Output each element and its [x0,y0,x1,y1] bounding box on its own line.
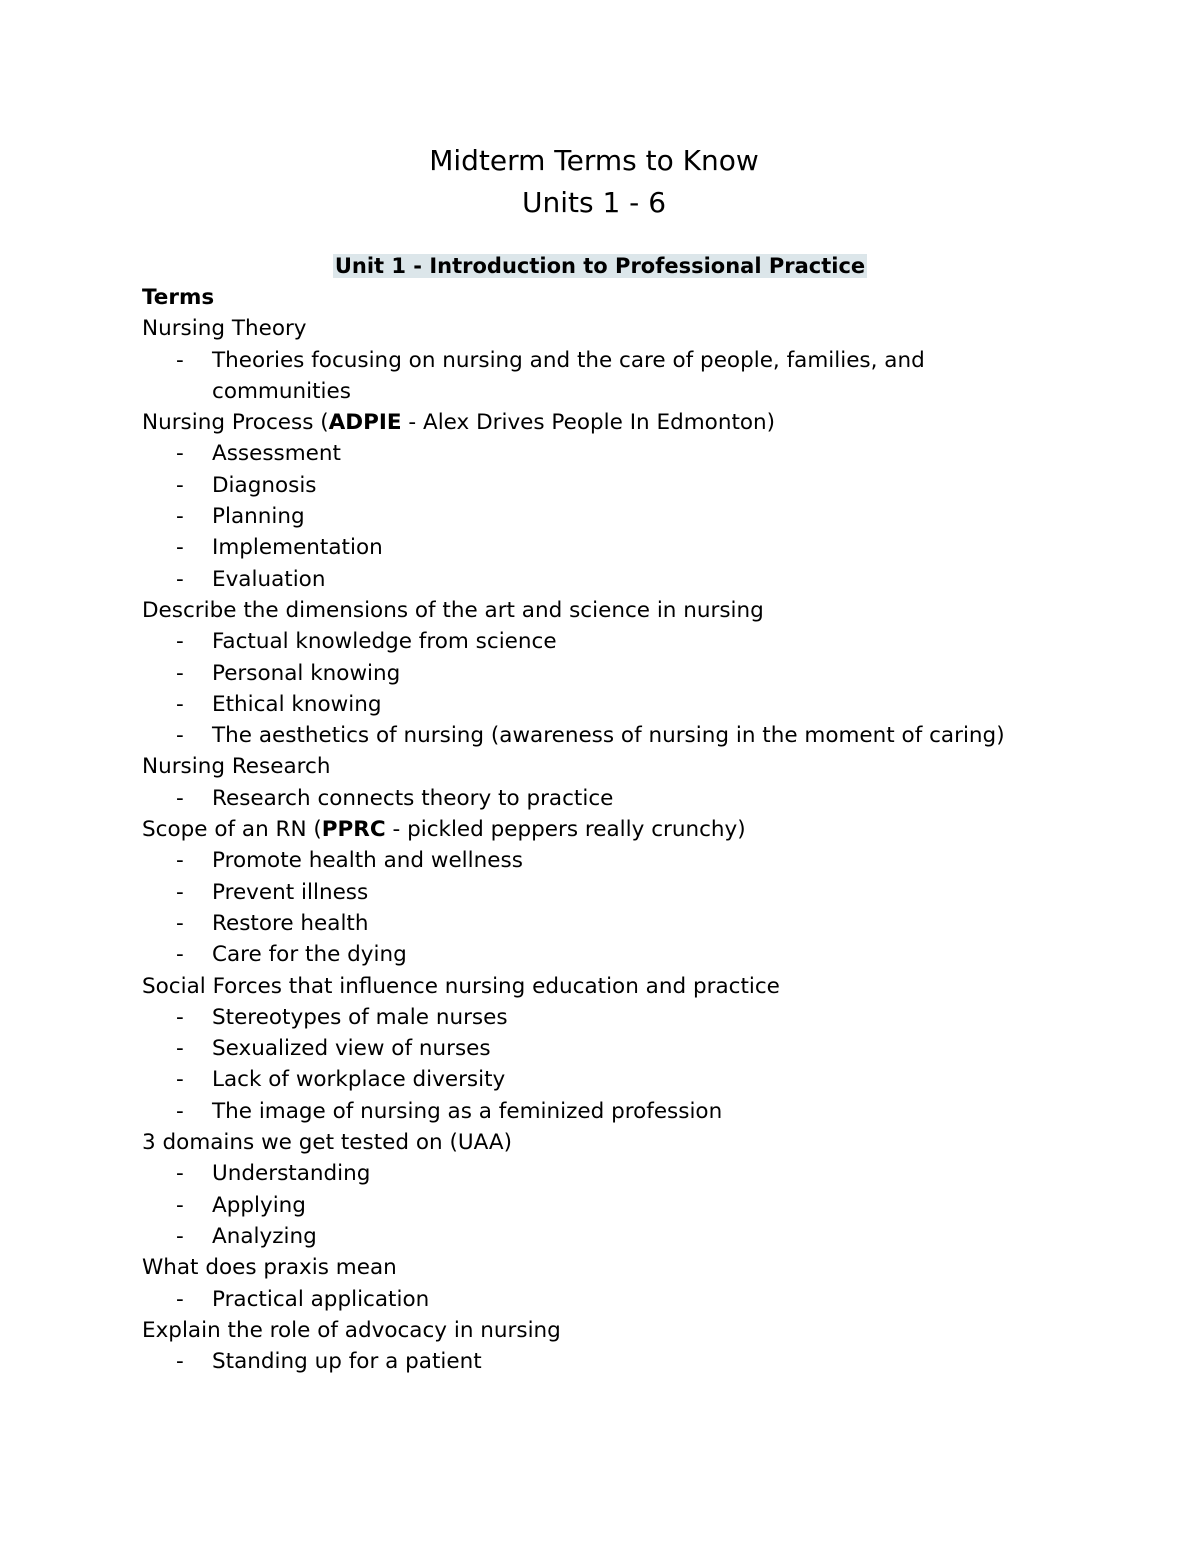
bullet-marker: - [176,691,184,717]
bullet-marker: - [176,1349,184,1375]
bullet-marker: - [176,535,184,561]
bullet-marker: - [176,566,184,592]
list-item [142,438,1022,469]
topic-label: Nursing Research [142,754,331,780]
bullet-marker: - [176,879,184,905]
topic-label-text: Nursing Process ( [142,410,329,436]
list-item-text: Applying [212,1192,306,1218]
list-item-text: Theories focusing on nursing and the care of people, families, and communities [212,347,925,404]
list-item-text: Diagnosis [212,472,317,498]
bullet-marker: - [176,1286,184,1312]
topic-label: Social Forces that influence nursing education and practice [142,973,780,999]
list-item-text: Standing up for a patient [212,1349,482,1375]
list-item-text: Sexualized view of nurses [212,1036,491,1062]
bullet-marker: - [176,785,184,811]
list-item [142,658,1022,689]
topic-label-text: - Alex Drives People In Edmonton) [401,410,776,436]
list-item [142,1033,1022,1064]
list-item-text: Care for the dying [212,942,407,968]
bullet-marker: - [176,848,184,874]
list-item [142,689,1022,720]
list-item [142,1096,1022,1127]
topic-label: Nursing Theory [142,316,307,342]
list-item [142,939,1022,970]
list-item-text: Stereotypes of male nurses [212,1004,508,1030]
bullet-marker: - [176,910,184,936]
list-item-text: Planning [212,504,305,530]
topic-label-text: Scope of an RN ( [142,817,322,843]
list-item [142,501,1022,532]
list-item [142,783,1022,814]
topic-label-text: - pickled peppers really crunchy) [385,817,746,843]
list-item-text: Prevent illness [212,879,369,905]
bullet-marker: - [176,1192,184,1218]
list-item-text: Assessment [212,441,341,467]
list-item [142,1064,1022,1095]
list-item-text: Promote health and wellness [212,848,523,874]
list-item [142,1190,1022,1221]
list-item-text: The aesthetics of nursing (awareness of nursing in the moment of caring) [212,723,1005,749]
acronym: PPRC [321,817,386,843]
list-item-text: Lack of workplace diversity [212,1067,506,1093]
bullet-marker: - [176,660,184,686]
bullet-marker: - [176,504,184,530]
document-title-block [0,140,1188,224]
bullet-marker: - [176,472,184,498]
list-item [142,1284,1022,1315]
bullet-marker: - [176,1161,184,1187]
list-item [142,532,1022,563]
bullet-marker: - [176,723,184,749]
list-item [142,470,1022,501]
topic-label [142,407,1022,438]
terms-label: Terms [142,285,215,310]
bullet-marker: - [176,629,184,655]
list-item-text: Analyzing [212,1223,317,1249]
list-item-text: Research connects theory to practice [212,785,614,811]
topic-label: Describe the dimensions of the art and science in nursing [142,597,764,623]
list-item [142,1221,1022,1252]
topic-label: Explain the role of advocacy in nursing [142,1317,561,1343]
topic-label: 3 domains we get tested on (UAA) [142,1130,512,1156]
document-body [142,282,1022,1377]
bullet-marker: - [176,942,184,968]
acronym: ADPIE [328,410,402,436]
list-item-text: Practical application [212,1286,430,1312]
list-item [142,908,1022,939]
unit-heading-text: Unit 1 - Introduction to Professional Practice [334,254,866,278]
list-item [142,626,1022,657]
list-item [142,1158,1022,1189]
list-item-text: The image of nursing as a feminized profession [212,1098,723,1124]
list-item [142,845,1022,876]
document-subtitle: Units 1 - 6 [521,186,667,219]
bullet-marker: - [176,1036,184,1062]
list-item-text: Personal knowing [212,660,401,686]
bullet-marker: - [176,1223,184,1249]
list-item [142,564,1022,595]
list-item-text: Restore health [212,910,369,936]
bullet-marker: - [176,1098,184,1124]
list-item [142,345,1022,408]
topic-label [142,814,1022,845]
document-title: Midterm Terms to Know [429,144,759,177]
list-item [142,1346,1022,1377]
unit-heading [0,251,1200,282]
list-item-text: Ethical knowing [212,691,382,717]
bullet-marker: - [176,347,184,373]
bullet-marker: - [176,441,184,467]
bullet-marker: - [176,1004,184,1030]
list-item [142,1002,1022,1033]
list-item [142,877,1022,908]
topic-label: What does praxis mean [142,1255,397,1281]
list-item-text: Understanding [212,1161,371,1187]
list-item-text: Factual knowledge from science [212,629,557,655]
bullet-marker: - [176,1067,184,1093]
list-item-text: Implementation [212,535,383,561]
list-item [142,720,1022,751]
list-item-text: Evaluation [212,566,326,592]
